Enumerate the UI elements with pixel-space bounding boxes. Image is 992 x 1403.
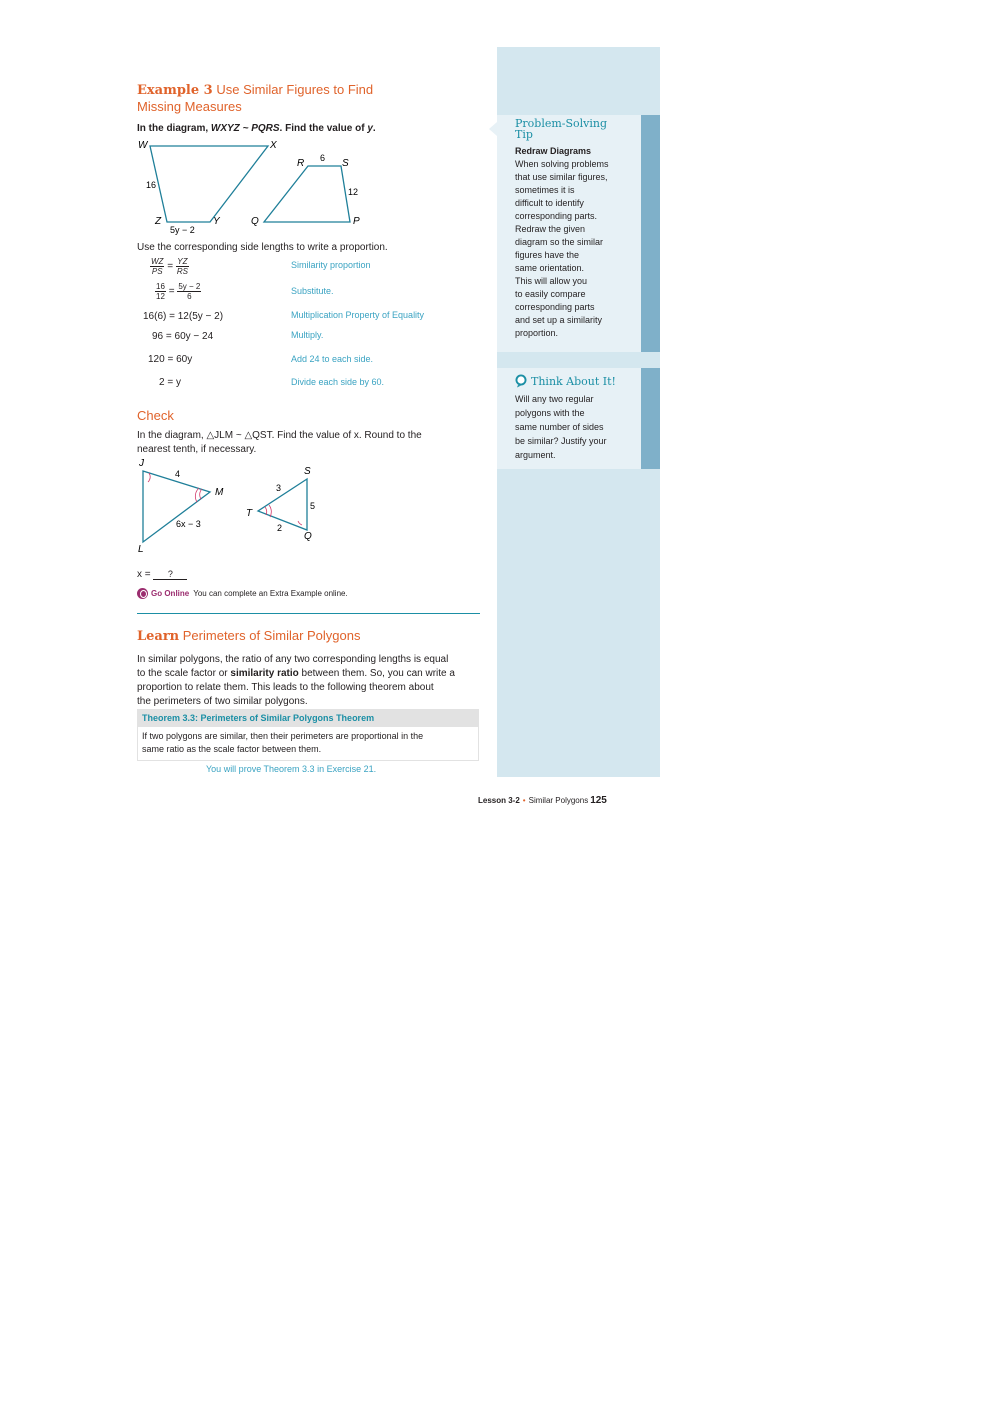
tip-line: same orientation. [515,263,585,273]
vertex-s: S [304,466,311,477]
example-figures [130,136,370,238]
check-heading: Check [137,408,174,423]
tip-accent-bar [641,115,660,352]
learn-title: Perimeters of Similar Polygons [182,628,361,643]
tip-line: corresponding parts. [515,211,598,221]
tip-line: corresponding parts [515,302,595,312]
step-6-note: Divide each side by 60. [291,377,385,387]
example-title-line2: Missing Measures [137,99,242,114]
tip-line: diagram so the similar [515,237,604,247]
step-1-expr: $\frac{WZ}{PS}$ = $\frac{YZ}{RS}$ [151,257,188,276]
step-5-note: Add 24 to each side. [291,354,374,364]
think-line: polygons with the [515,408,585,418]
side-tq-2: 2 [277,523,283,533]
example-prompt: In the diagram, WXYZ ~ PQRS. Find the value of y. [137,123,376,134]
tip-line: proportion. [515,328,559,338]
trapezoid-wxyz [150,146,268,222]
think-title: Think About It! [531,375,616,388]
tip-line: When solving problems [515,159,609,169]
theorem-box [137,709,479,761]
example-label: Example 3 [137,83,213,98]
section-divider [137,613,480,614]
tip-line: Redraw the given [515,224,586,234]
vertex-r: R [297,158,305,169]
think-body [515,392,607,462]
step-1-note: Similarity proportion [291,260,371,270]
learn-heading [137,628,361,644]
go-online-icon [137,588,148,599]
learn-paragraph: In similar polygons, the ratio of any two corresponding lengths is equal to the scale factor or similarity ratio between them. So, you can write a proportion to relate them. This leads to the following theorem about the perimeters of two similar polygons. [137,654,455,707]
think-line: argument. [515,450,556,460]
side-ts-3: 3 [276,483,282,493]
vertex-p: P [353,216,360,227]
tip-line: This will allow you [515,276,588,286]
step-3-expr: 16(6) = 12(5y − 2) [143,311,224,322]
trapezoid-pqrs [264,166,350,222]
example-title-line1: Use Similar Figures to Find [216,82,374,97]
side-right-12: 12 [348,187,359,197]
prove-note: You will prove Theorem 3.3 in Exercise 21. [206,764,377,774]
check-prompt: In the diagram, △JLM ~ △QST. Find the value of x. Round to the nearest tenth, if necessary. [137,430,422,455]
page-number: 125 [590,795,607,806]
tip-line: figures have the [515,250,580,260]
vertex-z: Z [155,216,162,227]
footer-title: Similar Polygons [528,796,589,805]
tip-pointer [489,122,497,136]
triangle-qst [258,479,307,530]
theorem-body: If two polygons are similar, then their perimeters are proportional in the same ratio as the scale factor between them. [142,731,424,754]
vertex-l: L [138,544,144,555]
footer-bullet: • [522,796,526,805]
step-2-note: Substitute. [291,286,334,296]
vertex-w: W [138,140,148,151]
side-left-16: 16 [146,180,157,190]
example-heading [137,82,373,115]
tip-line: to easily compare [515,289,586,299]
think-line: same number of sides [515,422,604,432]
page-footer [478,795,607,806]
vertex-q: Q [251,216,259,227]
step-3-note: Multiplication Property of Equality [291,310,425,320]
step-5-expr: 120 = 60y [148,354,193,365]
tip-line: and set up a similarity [515,315,603,325]
go-online-link[interactable]: Go Online You can complete an Extra Example online. [137,588,348,599]
theorem-title: Theorem 3.3: Perimeters of Similar Polygons Theorem [138,710,478,727]
vertex-m: M [215,487,224,498]
learn-label: Learn [137,629,180,644]
vertex-s: S [342,158,349,169]
think-line: Will any two regular [515,394,594,404]
think-line: be similar? Justify your [515,436,607,446]
vertex-x: X [270,140,277,151]
triangle-jlm [143,471,210,542]
vertex-j: J [139,458,144,469]
think-icon [514,374,528,388]
think-accent-bar [641,368,660,469]
vertex-t: T [246,508,253,519]
side-jm-4: 4 [175,469,181,479]
tip-line: that use similar figures, [515,172,608,182]
check-figures [130,455,330,555]
vertex-y: Y [213,216,220,227]
side-sq-5: 5 [310,501,316,511]
step-4-expr: 96 = 60y − 24 [152,331,214,342]
side-top-6: 6 [320,153,326,163]
tip-line: difficult to identify [515,198,584,208]
tip-line: sometimes it is [515,185,575,195]
step-6-expr: 2 = y [159,377,181,388]
side-lm-6x: 6x − 3 [176,519,201,529]
check-answer: x = ? [137,569,187,580]
vertex-q: Q [304,531,312,542]
tip-heading: Redraw Diagrams [515,146,592,156]
tip-body [515,158,609,340]
answer-blank[interactable]: ? [153,569,187,580]
proportion-intro: Use the corresponding side lengths to write a proportion. [137,242,388,253]
step-4-note: Multiply. [291,330,324,340]
side-bottom-5y: 5y − 2 [170,225,195,235]
step-2-expr: $\frac{16}{12}$ = $\frac{5y - 2}{6}$ [156,282,201,301]
footer-lesson: Lesson 3-2 [478,796,520,805]
tip-title: Problem-Solving Tip [515,117,608,141]
